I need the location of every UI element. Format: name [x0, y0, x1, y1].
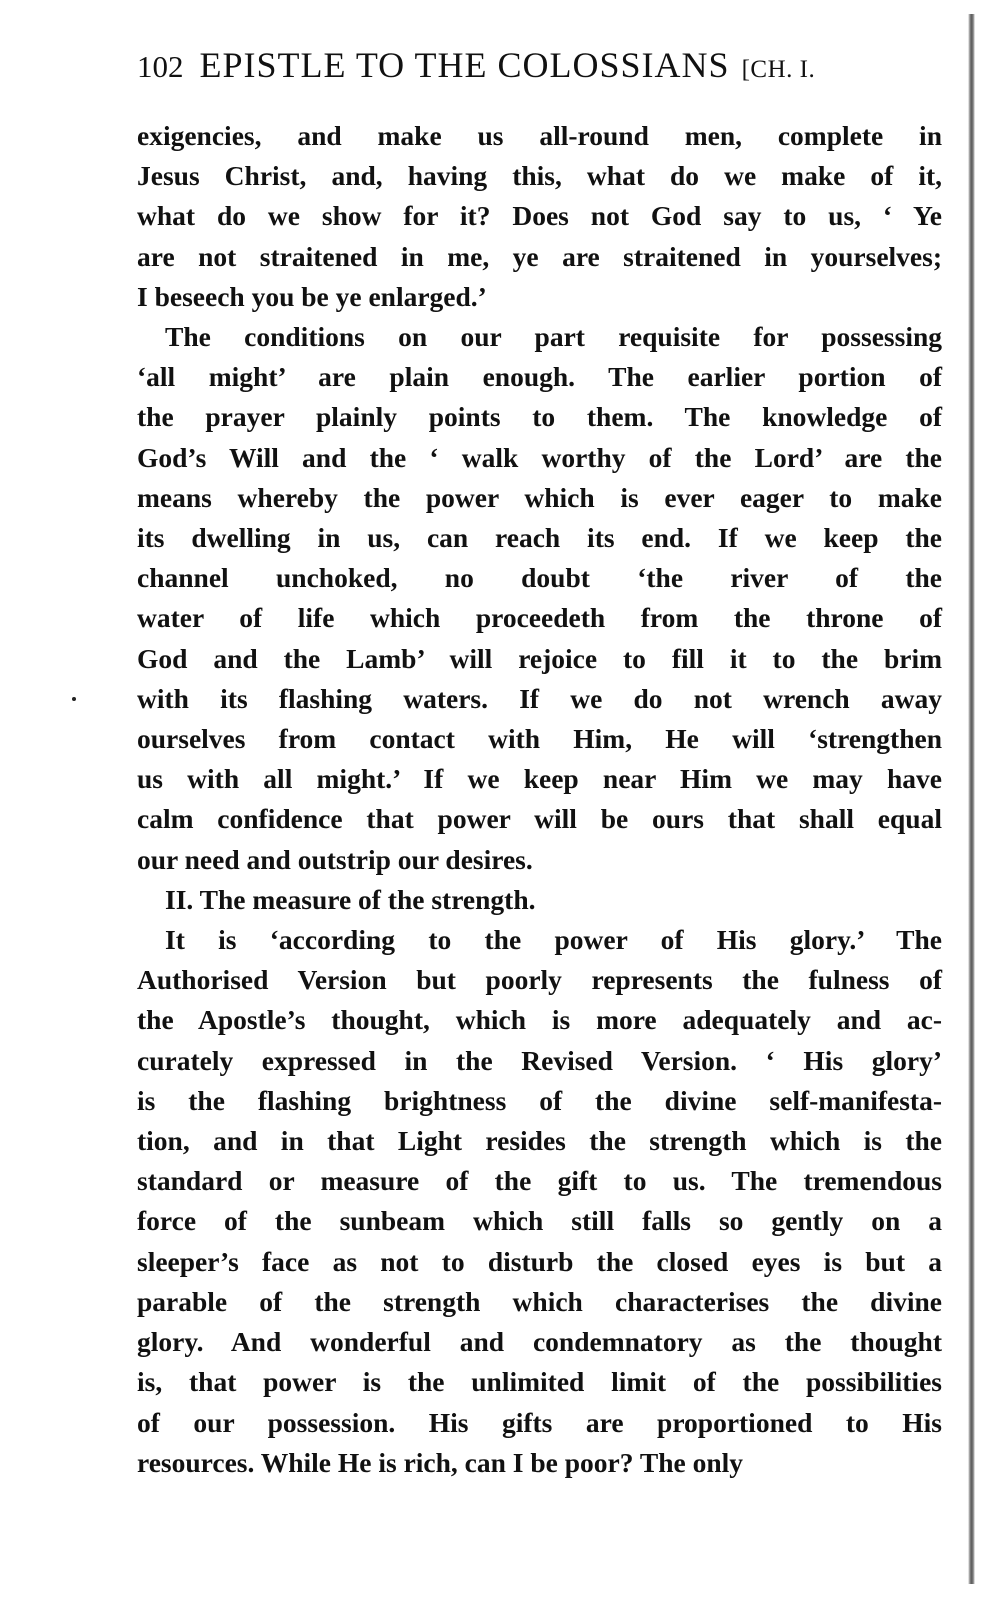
running-header: [137, 44, 947, 94]
text-line: the prayer plainly points to them. The knowledge of: [137, 401, 942, 433]
text-line: standard or measure of the gift to us. The tremendous: [137, 1165, 942, 1197]
text-line: of our possession. His gifts are proportioned to His: [137, 1406, 942, 1438]
text-line: God and the Lamb’ will rejoice to fill it to the brim: [137, 642, 942, 674]
text-line: us with all might.’ If we keep near Him we may have: [137, 763, 942, 795]
text-line: its dwelling in us, can reach its end. If we keep the: [137, 522, 942, 554]
text-line: are not straitened in me, ye are straitened in yourselves;: [137, 240, 942, 272]
text-line: ‘all might’ are plain enough. The earlier portion of: [137, 361, 942, 393]
ink-speck: [72, 697, 76, 701]
text-line: parable of the strength which characterises the divine: [137, 1285, 942, 1317]
text-line: sleeper’s face as not to disturb the closed eyes is but a: [137, 1245, 942, 1277]
page-number: 102: [137, 49, 184, 84]
paragraph: [137, 317, 942, 880]
text-line: force of the sunbeam which still falls so gently on a: [137, 1205, 942, 1237]
text-line: ourselves from contact with Him, He will ‘strengthen: [137, 723, 942, 755]
paragraph: [137, 920, 942, 1483]
text-line: what do we show for it? Does not God say to us, ‘ Ye: [137, 200, 942, 232]
text-line: glory. And wonderful and condemnatory as the thought: [137, 1326, 942, 1358]
text-line: Jesus Christ, and, having this, what do we make of it,: [137, 160, 942, 192]
text-line: II. The measure of the strength.: [165, 883, 536, 915]
text-line: is the flashing brightness of the divine self-manifesta-: [137, 1084, 942, 1116]
text-line: resources. While He is rich, can I be poor? The only: [137, 1446, 744, 1478]
body-text: [137, 116, 942, 1483]
text-line: water of life which proceedeth from the throne of: [137, 602, 942, 634]
text-line: The conditions on our part requisite for possessing: [165, 321, 942, 353]
chapter-reference: [CH. I.: [741, 56, 816, 83]
text-line: exigencies, and make us all-round men, complete in: [137, 120, 942, 151]
paragraph: [137, 116, 942, 317]
text-line: calm confidence that power will be ours that shall equal: [137, 803, 942, 835]
text-line: curately expressed in the Revised Version. ‘ His glory’: [137, 1044, 942, 1076]
running-title: EPISTLE TO THE COLOSSIANS: [199, 45, 730, 85]
text-line: our need and outstrip our desires.: [137, 843, 533, 875]
page-edge-shadow: [968, 14, 975, 1584]
text-line: It is ‘according to the power of His glory.’ The: [165, 924, 942, 956]
text-line: Authorised Version but poorly represents the fulness of: [137, 964, 942, 996]
text-line: tion, and in that Light resides the strength which is the: [137, 1125, 942, 1157]
text-line: means whereby the power which is ever eager to make: [137, 481, 942, 513]
text-line: is, that power is the unlimited limit of the possibilities: [137, 1366, 942, 1398]
text-line: with its flashing waters. If we do not wrench away: [137, 682, 942, 714]
text-line: I beseech you be ye enlarged.’: [137, 280, 487, 312]
text-line: the Apostle’s thought, which is more adequately and ac-: [137, 1004, 942, 1036]
text-line: channel unchoked, no doubt ‘the river of the: [137, 562, 942, 594]
text-line: God’s Will and the ‘ walk worthy of the Lord’ are the: [137, 441, 942, 473]
paragraph: [137, 880, 942, 920]
